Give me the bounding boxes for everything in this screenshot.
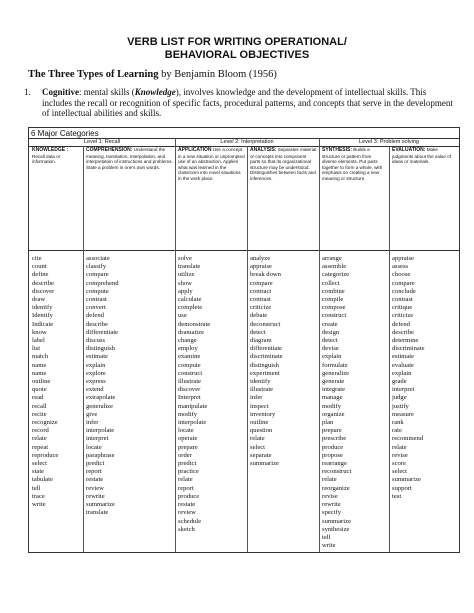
verb-item: name (32, 369, 47, 377)
verb-item: create (322, 320, 338, 328)
verb-item: record (32, 427, 49, 435)
verb-item: name (32, 361, 47, 369)
verb-item: write (322, 542, 336, 550)
verb-item: give (86, 410, 98, 418)
verb-item: restate (86, 476, 104, 484)
verb-item: manage (322, 394, 343, 402)
verb-item: illustrate (178, 378, 202, 386)
verb-item: extend (86, 386, 104, 394)
verb-item: Indicate (32, 320, 54, 328)
verb-item: predict (178, 460, 197, 468)
verb-item: construct (322, 312, 347, 320)
verb-item: select (250, 443, 266, 451)
header-analysis (250, 147, 317, 199)
verb-item: demonstrate (178, 320, 211, 328)
verb-item: explain (86, 361, 106, 369)
verb-item: rewrite (322, 501, 341, 509)
verb-item: know (32, 328, 47, 336)
cognitive-paragraph (24, 87, 457, 119)
verb-item: separate (250, 451, 272, 459)
subtitle-author: by Benjamin Bloom (1956) (158, 69, 277, 80)
verb-item: translate (178, 263, 201, 271)
verb-table (28, 127, 460, 553)
verb-item: rewrite (86, 492, 105, 500)
verb-item: cite (32, 255, 42, 262)
verb-item: generalize (322, 369, 350, 377)
header-desc: Recall data or information. (32, 153, 61, 165)
verb-item: relate (322, 476, 337, 484)
verb-item: illustrate (250, 386, 274, 394)
verb-item: review (86, 484, 104, 492)
verb-item: Interpret (178, 394, 201, 402)
level-2-label: Level 2: Interpretation (220, 139, 274, 145)
verb-item: show (178, 279, 192, 287)
header-desc: Understand the meaning, translation, interpolation, and interpretation of instructions and problems. State a problem in one's own words. (86, 147, 173, 170)
verb-item: state (32, 468, 45, 476)
verb-item: distinguish (86, 345, 115, 353)
verb-item: rearrange (322, 460, 347, 468)
header-term: COMPREHENSION: (86, 147, 133, 153)
verb-item: locate (178, 427, 194, 435)
verb-item: diagram (250, 337, 272, 345)
verb-item: label (32, 337, 45, 345)
verb-item: modify (322, 402, 342, 410)
verb-item: assemble (322, 263, 347, 271)
verb-item: differentiate (250, 345, 283, 353)
verb-item: specify (322, 509, 342, 517)
subtitle-bold: The Three Types of Learning (28, 69, 159, 80)
verb-item: summarize (322, 517, 351, 525)
verb-item: categorize (322, 271, 350, 279)
verb-item: measure (392, 410, 414, 418)
verb-item: detect (322, 337, 338, 345)
verb-item: describe (32, 279, 54, 287)
verb-item: reorganize (322, 484, 350, 492)
verb-item: summarize (86, 501, 115, 509)
column-divider (83, 146, 84, 552)
verb-item: operate (178, 435, 198, 443)
verb-item: extrapolate (86, 394, 116, 402)
verb-item: debate (250, 312, 268, 320)
verb-item: appraise (392, 255, 414, 262)
verb-item: contrast (86, 296, 107, 304)
verb-item: apply (178, 287, 193, 295)
header-term: KNOWLEDGE : (32, 147, 69, 153)
verb-item: quote (32, 386, 47, 394)
verb-item: contract (250, 287, 272, 295)
header-evaluation (392, 147, 457, 199)
header-desc: Use a concept in a new situation or unprompted use of an abstraction. Applies what was learned in the classroom into novel situations in the work place. (178, 147, 245, 181)
verb-item: choose (392, 271, 411, 279)
verb-item: generalize (86, 402, 114, 410)
verb-item: report (178, 484, 194, 492)
verb-item: compare (86, 271, 109, 279)
column-divider (319, 138, 320, 552)
verb-item: compute (86, 287, 109, 295)
verb-item: interpolate (178, 419, 207, 427)
verb-item: justify (392, 402, 409, 410)
verb-item: select (32, 460, 48, 468)
verb-item: compare (392, 279, 415, 287)
verb-item: conclude (392, 287, 416, 295)
verb-item: read (32, 394, 44, 402)
verb-item: infer (86, 419, 99, 427)
verb-item: inventory (250, 410, 276, 418)
header-desc: Separates material or concepts into component parts so that its organizational structure may be understood. Distinguishes between facts and inferences. (250, 147, 317, 181)
verb-item: match (32, 353, 49, 361)
verb-item: differentiate (86, 328, 119, 336)
verb-item: relate (32, 435, 47, 443)
verb-item: count (32, 263, 47, 271)
verb-item: describe (86, 320, 108, 328)
verb-item: criticize (250, 304, 272, 312)
verb-item: grade (392, 378, 407, 386)
verb-item: select (392, 468, 408, 476)
verb-item: locate (86, 443, 102, 451)
verb-item: recall (32, 402, 47, 410)
verb-item: explain (392, 369, 412, 377)
verb-item: tell (32, 484, 41, 492)
verb-item: criticize (392, 312, 414, 320)
table-rule (29, 250, 459, 251)
verb-item: analyze (250, 255, 271, 262)
verb-item: utilize (178, 271, 195, 279)
level-3-label: Level 3: Problem solving (359, 139, 419, 145)
verb-item: estimate (392, 353, 414, 361)
verb-column-analysis (250, 255, 283, 468)
verb-item: judge (392, 394, 407, 402)
verb-item: relate (392, 443, 407, 451)
verb-item: deconstruct (250, 320, 281, 328)
verb-item: discover (178, 386, 201, 394)
header-comprehension (86, 147, 173, 199)
verb-item: draw (32, 296, 46, 304)
verb-item: trace (32, 492, 45, 500)
verb-item: synthesize (322, 525, 350, 533)
verb-column-knowledge (32, 255, 58, 509)
item-text-a: : mental skills ( (79, 87, 135, 97)
item-number: 1. (24, 87, 31, 97)
verb-item: tell (322, 533, 331, 541)
verb-item: relate (250, 435, 265, 443)
level-1-label: Level 1: Recall (83, 139, 121, 145)
item-text-b: ), involves knowledge and the development of intellectual skills. This includes the recall or recognition of specific facts, procedural patterns, and concepts that serve in the development of intellectual abilities and skills. (42, 87, 453, 118)
verb-item: outline (32, 378, 51, 386)
verb-item: explain (322, 353, 342, 361)
verb-item: recognize (32, 419, 58, 427)
verb-item: outline (250, 419, 269, 427)
header-term: ANALYSIS: (250, 147, 277, 153)
verb-item: contrast (392, 296, 413, 304)
verb-item: classify (86, 263, 107, 271)
verb-item: discover (32, 287, 55, 295)
verb-item: discriminate (392, 345, 425, 353)
verb-item: plan (322, 419, 334, 427)
verb-item: organize (322, 410, 345, 418)
verb-item: interpret (392, 386, 415, 394)
verb-item: design (322, 328, 340, 336)
verb-item: recommend (392, 435, 424, 443)
verb-item: generate (322, 378, 345, 386)
verb-item: explore (86, 369, 106, 377)
verb-item: practice (178, 468, 199, 476)
header-desc: Builds a structure or pattern from diverse elements. Put parts together to form a whole, with emphasis on creating a new meaning or structure. (322, 147, 383, 181)
verb-item: propose (322, 451, 343, 459)
column-divider (247, 146, 248, 552)
verb-item: associate (86, 255, 110, 262)
verb-item: interpret (86, 435, 109, 443)
verb-item: report (86, 468, 102, 476)
verb-item: reconstruct (322, 468, 352, 476)
column-divider (175, 138, 176, 552)
verb-item: defend (392, 320, 410, 328)
verb-item: discriminate (250, 353, 283, 361)
header-application (178, 147, 245, 199)
verb-item: distinguish (250, 361, 279, 369)
verb-item: modify (178, 410, 198, 418)
verb-item: tabulate (32, 476, 53, 484)
verb-item: contrast (250, 296, 271, 304)
verb-item: rate (392, 427, 402, 435)
verb-item: appraise (250, 263, 272, 271)
verb-item: devise (322, 345, 339, 353)
column-divider (389, 146, 390, 552)
verb-item: prepare (322, 427, 342, 435)
verb-item: repeat (32, 443, 49, 451)
verb-item: estimate (86, 353, 108, 361)
verb-item: describe (392, 328, 414, 336)
verb-item: test (392, 492, 402, 500)
verb-item: write (32, 501, 46, 509)
header-term: APPLICATION (178, 147, 212, 153)
verb-item: paraphrase (86, 451, 115, 459)
verb-item: compute (178, 361, 201, 369)
verb-item: discuss (86, 337, 106, 345)
verb-item: review (178, 509, 196, 517)
verb-item: inspect (250, 402, 269, 410)
verb-item: interpolate (86, 427, 115, 435)
document-title-line1: VERB LIST FOR WRITING OPERATIONAL/ (127, 36, 347, 48)
verb-item: critique (392, 304, 413, 312)
verb-item: order (178, 451, 192, 459)
verb-item: assess (392, 263, 409, 271)
verb-item: score (392, 460, 406, 468)
verb-column-comprehension (86, 255, 119, 518)
verb-item: relate (178, 476, 193, 484)
verb-item: question (250, 427, 273, 435)
section-subtitle (28, 69, 277, 80)
verb-item: reproduce (32, 451, 59, 459)
verb-item: list (32, 345, 41, 353)
verb-item: identify (250, 378, 271, 386)
verb-item: employ (178, 345, 198, 353)
verb-item: predict (86, 460, 105, 468)
verb-item: produce (178, 492, 200, 500)
verb-item: define (32, 271, 49, 279)
verb-item: convert (86, 304, 106, 312)
verb-item: compose (322, 304, 346, 312)
verb-item: summarize (392, 476, 421, 484)
verb-item: combine (322, 287, 345, 295)
verb-item: prepare (178, 443, 198, 451)
header-term: SYNTHESIS: (322, 147, 353, 153)
verb-item: arrange (322, 255, 342, 262)
verb-item: change (178, 337, 197, 345)
verb-item: use (178, 312, 187, 320)
verb-item: identify (32, 304, 53, 312)
verb-item: support (392, 484, 412, 492)
document-title-line2: BEHAVIORAL OBJECTIVES (164, 49, 310, 61)
table-caption: 6 Major Categories (31, 129, 99, 138)
header-knowledge (32, 147, 81, 199)
verb-item: revise (322, 492, 338, 500)
verb-item: solve (178, 255, 192, 262)
verb-item: translate (86, 509, 109, 517)
verb-item: revise (392, 451, 408, 459)
verb-item: restate (178, 501, 196, 509)
verb-item: manipulate (178, 402, 208, 410)
verb-item: prescribe (322, 435, 347, 443)
verb-item: express (86, 378, 106, 386)
verb-item: collect (322, 279, 340, 287)
header-desc: Make judgments about the value of ideas or materials. (392, 147, 451, 165)
verb-item: construct (178, 369, 203, 377)
item-label: Cognitive (42, 87, 79, 97)
verb-item: sketch (178, 525, 195, 533)
verb-item: produce (322, 443, 344, 451)
verb-item: infer (250, 394, 263, 402)
verb-item: comprehend (86, 279, 119, 287)
verb-item: Identify (32, 312, 53, 320)
item-term: Knowledge (134, 87, 176, 97)
verb-item: break down (250, 271, 281, 279)
header-synthesis (322, 147, 387, 199)
verb-item: calculate (178, 296, 202, 304)
verb-column-application (178, 255, 210, 534)
verb-item: rank (392, 419, 404, 427)
verb-item: complete (178, 304, 203, 312)
verb-item: recite (32, 410, 47, 418)
verb-item: experiment (250, 369, 280, 377)
verb-item: integrate (322, 386, 346, 394)
verb-item: summarize (250, 460, 279, 468)
verb-column-synthesis (322, 255, 351, 550)
verb-item: dramatize (178, 328, 204, 336)
header-term: EVALUATION: (392, 147, 426, 153)
verb-item: evaluate (392, 361, 414, 369)
verb-column-evaluation (392, 255, 425, 501)
verb-item: compile (322, 296, 344, 304)
verb-item: defend (86, 312, 104, 320)
verb-item: formulate (322, 361, 348, 369)
verb-item: detect (250, 328, 266, 336)
verb-item: examine (178, 353, 201, 361)
verb-item: compare (250, 279, 273, 287)
verb-item: schedule (178, 517, 202, 525)
verb-item: determine (392, 337, 419, 345)
